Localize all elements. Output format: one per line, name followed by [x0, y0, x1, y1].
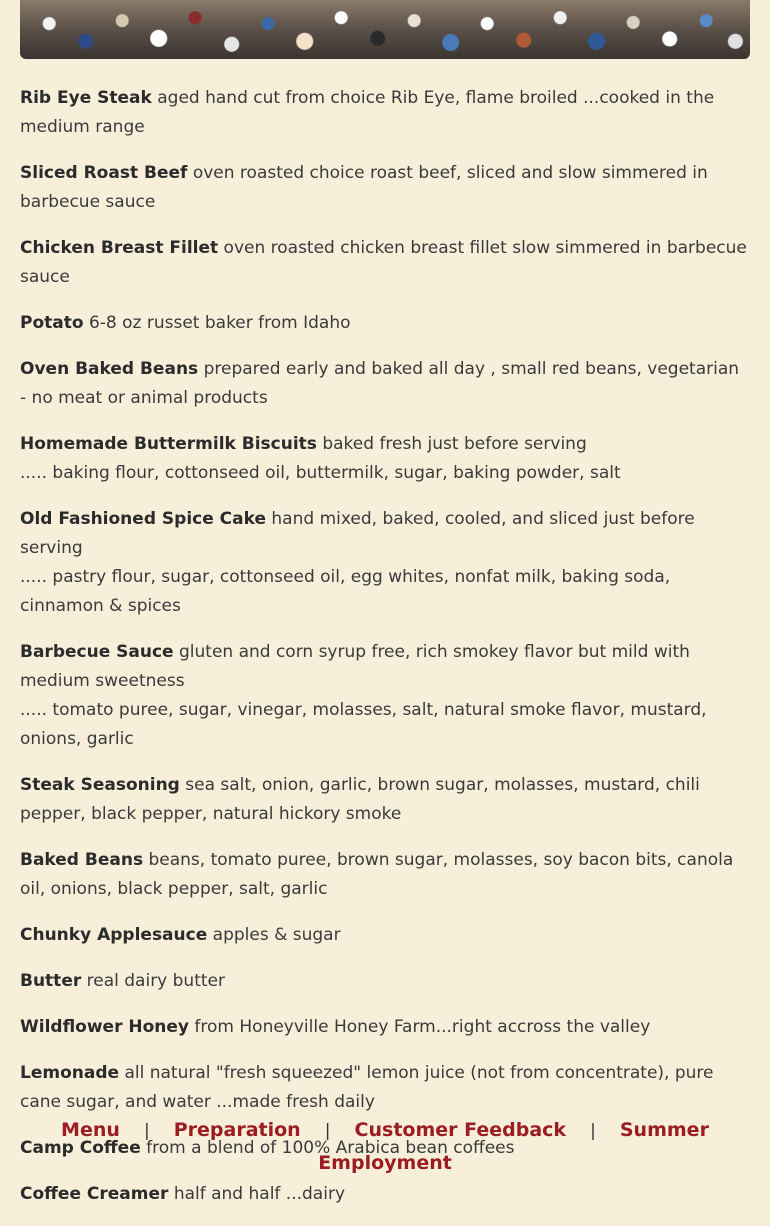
item-name: Butter [20, 971, 82, 991]
item-ingredients: ..... baking flour, cottonseed oil, buttermilk, sugar, baking powder, salt [20, 463, 621, 483]
item-description: baked fresh just before serving [322, 434, 587, 454]
menu-item-buttermilk-biscuits [20, 430, 750, 488]
menu-item-chicken-breast-fillet [20, 234, 750, 292]
menu-list [20, 84, 750, 1226]
item-description: all natural "fresh squeezed" lemon juice (not from concentrate), pure cane sugar, and water ...made fresh daily [20, 1063, 714, 1112]
menu-item-potato [20, 309, 750, 338]
item-name: Chicken Breast Fillet [20, 238, 219, 258]
menu-item-spice-cake [20, 505, 750, 621]
item-name: Lemonade [20, 1063, 120, 1083]
menu-item-coffee-creamer [20, 1180, 750, 1209]
item-description: apples & sugar [212, 925, 341, 945]
item-description: half and half ...dairy [173, 1184, 345, 1204]
item-description: gluten and corn syrup free, rich smokey flavor but mild with medium sweetness [20, 642, 690, 691]
footer-link-customer-feedback[interactable]: Customer Feedback [354, 1119, 567, 1141]
menu-item-lemonade [20, 1059, 750, 1117]
item-name: Potato [20, 313, 84, 333]
footer-link-preparation[interactable]: Preparation [173, 1119, 301, 1141]
item-description: 6-8 oz russet baker from Idaho [88, 313, 351, 333]
item-name: Baked Beans [20, 850, 144, 870]
item-description: from a blend of 100% Arabica bean coffees [146, 1138, 515, 1158]
item-name: Homemade Buttermilk Biscuits [20, 434, 317, 454]
item-name: Sliced Roast Beef [20, 163, 188, 183]
item-description: oven roasted chicken breast fillet slow simmered in barbecue sauce [20, 238, 747, 287]
item-ingredients: ..... pastry flour, sugar, cottonseed oil, egg whites, nonfat milk, baking soda, cinnamon & spices [20, 567, 671, 616]
menu-item-butter [20, 967, 750, 996]
item-name: Wildflower Honey [20, 1017, 190, 1037]
menu-item-rib-eye-steak [20, 84, 750, 142]
footer-separator: | [324, 1121, 331, 1141]
footer-nav [0, 1114, 770, 1179]
item-name: Rib Eye Steak [20, 88, 152, 108]
item-name: Chunky Applesauce [20, 925, 208, 945]
footer-link-summer-employment[interactable]: Summer Employment [318, 1119, 709, 1174]
menu-item-barbecue-sauce [20, 638, 750, 754]
item-description: prepared early and baked all day , small red beans, vegetarian - no meat or animal products [20, 359, 740, 408]
item-description: real dairy butter [86, 971, 225, 991]
item-name: Old Fashioned Spice Cake [20, 509, 266, 529]
menu-item-chunky-applesauce [20, 921, 750, 950]
footer-separator: | [590, 1121, 596, 1141]
item-name: Barbecue Sauce [20, 642, 174, 662]
crowd-banner-image [20, 0, 750, 59]
item-name: Coffee Creamer [20, 1184, 169, 1204]
footer-separator: | [143, 1121, 150, 1141]
item-description: oven roasted choice roast beef, sliced and slow simmered in barbecue sauce [20, 163, 708, 212]
item-name: Camp Coffee [20, 1138, 141, 1158]
item-description: hand mixed, baked, cooled, and sliced just before serving [20, 509, 695, 558]
menu-item-wildflower-honey [20, 1013, 750, 1042]
item-name: Oven Baked Beans [20, 359, 199, 379]
item-description: beans, tomato puree, brown sugar, molasses, soy bacon bits, canola oil, onions, black pepper, salt, garlic [20, 850, 734, 899]
item-description: aged hand cut from choice Rib Eye, flame broiled ...cooked in the medium range [20, 88, 715, 137]
item-description: sea salt, onion, garlic, brown sugar, molasses, mustard, chili pepper, black pepper, natural hickory smoke [20, 775, 700, 824]
item-description: from Honeyville Honey Farm...right accross the valley [194, 1017, 651, 1037]
menu-item-baked-beans [20, 846, 750, 904]
item-ingredients: ..... tomato puree, sugar, vinegar, molasses, salt, natural smoke flavor, mustard, onions, garlic [20, 700, 707, 749]
menu-item-sliced-roast-beef [20, 159, 750, 217]
item-name: Steak Seasoning [20, 775, 180, 795]
menu-item-steak-seasoning [20, 771, 750, 829]
footer-link-menu[interactable]: Menu [61, 1119, 120, 1141]
menu-item-oven-baked-beans [20, 355, 750, 413]
